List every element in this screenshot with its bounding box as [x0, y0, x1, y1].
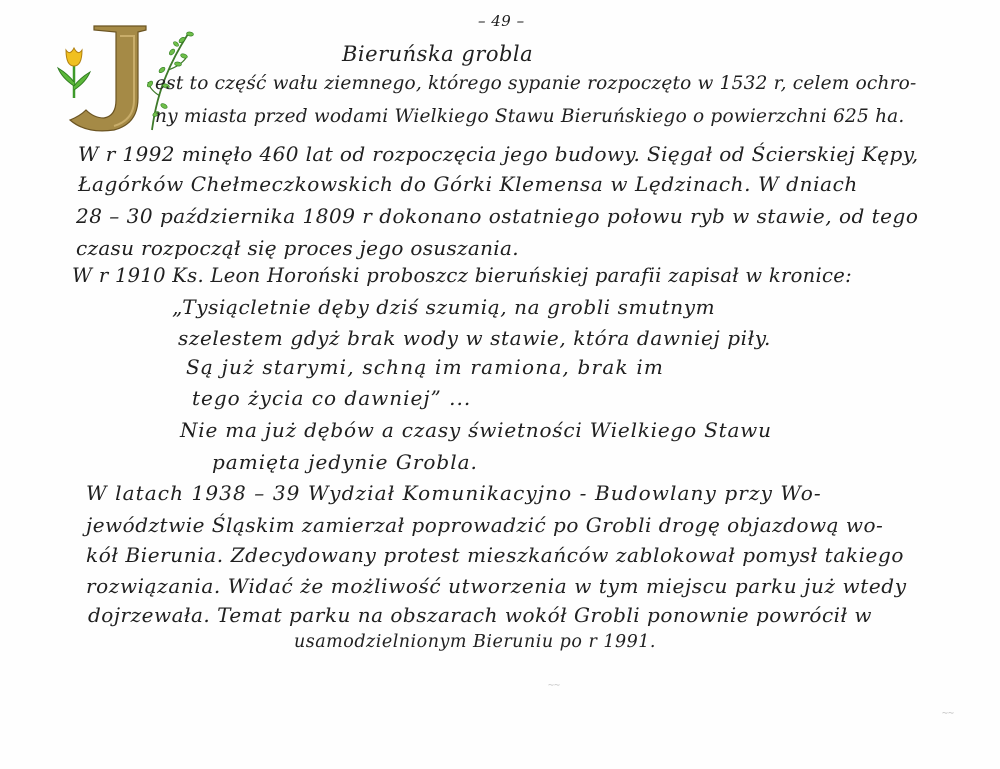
text-line-6: czasu rozpoczął się proces jego osuszania. — [76, 236, 519, 260]
quote-line-4: tego życia co dawniej” ... — [192, 386, 472, 410]
paragraph-line-6: usamodzielnionym Bieruniu po r 1991. — [294, 632, 656, 652]
text-line-1: est to część wału ziemnego, którego sypanie rozpoczęto w 1532 r, celem ochro- — [155, 73, 917, 94]
paragraph-line-5: dojrzewała. Temat parku na obszarach wokół Grobli ponownie powrócił w — [88, 603, 873, 627]
text-line-7: W r 1910 Ks. Leon Horoński proboszcz bieruńskiej parafii zapisał w kronice: — [72, 264, 852, 287]
text-line-5: 28 – 30 października 1809 r dokonano ostatniego połowu ryb w stawie, od tego — [76, 204, 919, 228]
quote-line-2: szelestem gdyż brak wody w stawie, która dawniej piły. — [178, 326, 771, 350]
quote-line-1: „Tysiącletnie dęby dziś szumią, na grobli smutnym — [172, 295, 716, 319]
quote-line-5: Nie ma już dębów a czasy świetności Wielkiego Stawu — [180, 418, 772, 442]
quote-line-3: Są już starymi, schną im ramiona, brak im — [186, 355, 665, 379]
text-line-2: ny miasta przed wodami Wielkiego Stawu Bieruńskiego o powierzchni 625 ha. — [155, 106, 905, 127]
paragraph-line-4: rozwiązania. Widać że możliwość utworzenia w tym miejscu parku już wtedy — [86, 574, 907, 598]
text-line-4: Łagórków Chełmeczkowskich do Górki Klemensa w Lędzinach. W dniach — [78, 172, 858, 196]
paragraph-line-1: W latach 1938 – 39 Wydział Komunikacyjno - Budowlany przy Wo- — [86, 481, 822, 505]
page-title: Bieruńska grobla — [342, 42, 534, 66]
paragraph-line-3: kół Bierunia. Zdecydowany protest mieszkańców zablokował pomysł takiego — [86, 543, 905, 567]
faint-corner-mark: ∼∼ — [942, 708, 955, 719]
page-number: – 49 – — [478, 12, 525, 30]
quote-line-6: pamięta jedynie Grobla. — [212, 450, 478, 474]
text-line-3: W r 1992 minęło 460 lat od rozpoczęcia jego budowy. Sięgał od Ścierskiej Kępy, — [78, 142, 919, 166]
faint-scan-mark: ∼∼ — [548, 680, 561, 691]
paragraph-line-2: jewództwie Śląskim zamierzał poprowadzić po Grobli drogę objazdową wo- — [86, 513, 884, 537]
